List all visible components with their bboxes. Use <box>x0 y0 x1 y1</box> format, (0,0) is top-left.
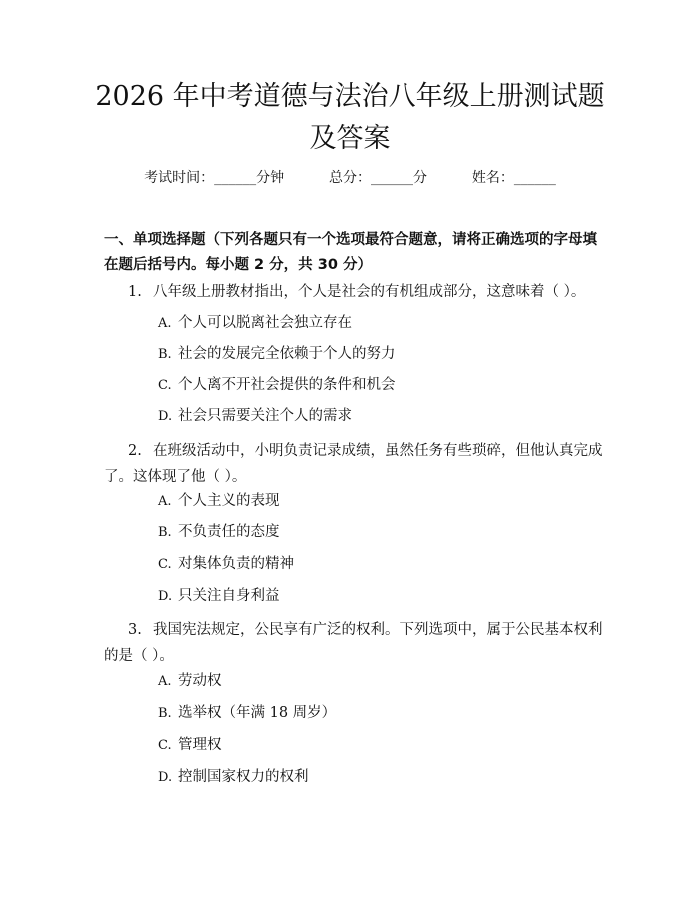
option-letter: B. <box>158 706 172 721</box>
option-text: 社会只需要关注个人的需求 <box>178 408 352 424</box>
option-letter: B. <box>158 347 172 362</box>
score-label: 总分： <box>329 170 371 186</box>
option-letter: A. <box>158 316 172 331</box>
option-letter: D. <box>158 770 173 785</box>
option-text: 不负责任的态度 <box>178 524 280 540</box>
option-text: 劳动权 <box>178 673 222 689</box>
option-2c <box>158 553 598 576</box>
question-text: 八年级上册教材指出，个人是社会的有机组成部分，这意味着（ ）。 <box>153 284 586 300</box>
time-blank: ______分钟 <box>214 170 285 186</box>
question-number: 1. <box>128 284 142 300</box>
option-2b <box>158 521 598 544</box>
question-number: 3. <box>128 622 142 638</box>
question-number: 2. <box>128 443 142 459</box>
option-letter: C. <box>158 557 172 572</box>
option-letter: B. <box>158 525 172 540</box>
option-3d <box>158 766 598 789</box>
score-blank: ______分 <box>371 170 427 186</box>
option-1c <box>158 374 598 397</box>
option-2a <box>158 490 598 513</box>
option-letter: C. <box>158 738 172 753</box>
option-text: 管理权 <box>178 737 222 753</box>
name-label: 姓名： <box>471 170 514 186</box>
option-letter: D. <box>158 589 173 604</box>
option-3a <box>158 670 598 693</box>
option-3c <box>158 734 598 757</box>
option-text: 选举权（年满 18 周岁） <box>178 705 337 721</box>
option-text: 只关注自身利益 <box>178 588 280 604</box>
option-2d <box>158 585 598 608</box>
name-blank: ______ <box>513 170 556 186</box>
question-3 <box>104 617 604 669</box>
option-text: 个人主义的表现 <box>178 493 280 509</box>
time-label: 考试时间： <box>144 170 215 186</box>
option-text: 社会的发展完全依赖于个人的努力 <box>178 346 396 362</box>
option-1a <box>158 312 598 335</box>
option-text: 个人可以脱离社会独立存在 <box>178 315 352 331</box>
section-heading: 一、单项选择题（下列各题只有一个选项最符合题意，请将正确选项的字母填在题后括号内。每小题 2 分，共 30 分） <box>104 232 597 273</box>
option-letter: D. <box>158 409 173 424</box>
option-3b <box>158 702 598 725</box>
option-1d <box>158 405 598 428</box>
option-letter: A. <box>158 674 172 689</box>
question-2 <box>104 438 604 490</box>
option-text: 控制国家权力的权利 <box>178 769 309 785</box>
option-text: 对集体负责的精神 <box>178 556 294 572</box>
question-1 <box>104 279 604 305</box>
page-title: 2026 年中考道德与法治八年级上册测试题及答案 <box>95 81 605 154</box>
option-text: 个人离不开社会提供的条件和机会 <box>178 377 396 393</box>
question-text: 在班级活动中，小明负责记录成绩，虽然任务有些琐碎，但他认真完成了。这体现了他（ ）。 <box>104 443 603 485</box>
option-letter: A. <box>158 494 172 509</box>
question-text: 我国宪法规定，公民享有广泛的权利。下列选项中，属于公民基本权利的是（ ）。 <box>104 622 603 664</box>
exam-info-line <box>0 168 700 188</box>
option-letter: C. <box>158 378 172 393</box>
option-1b <box>158 343 598 366</box>
